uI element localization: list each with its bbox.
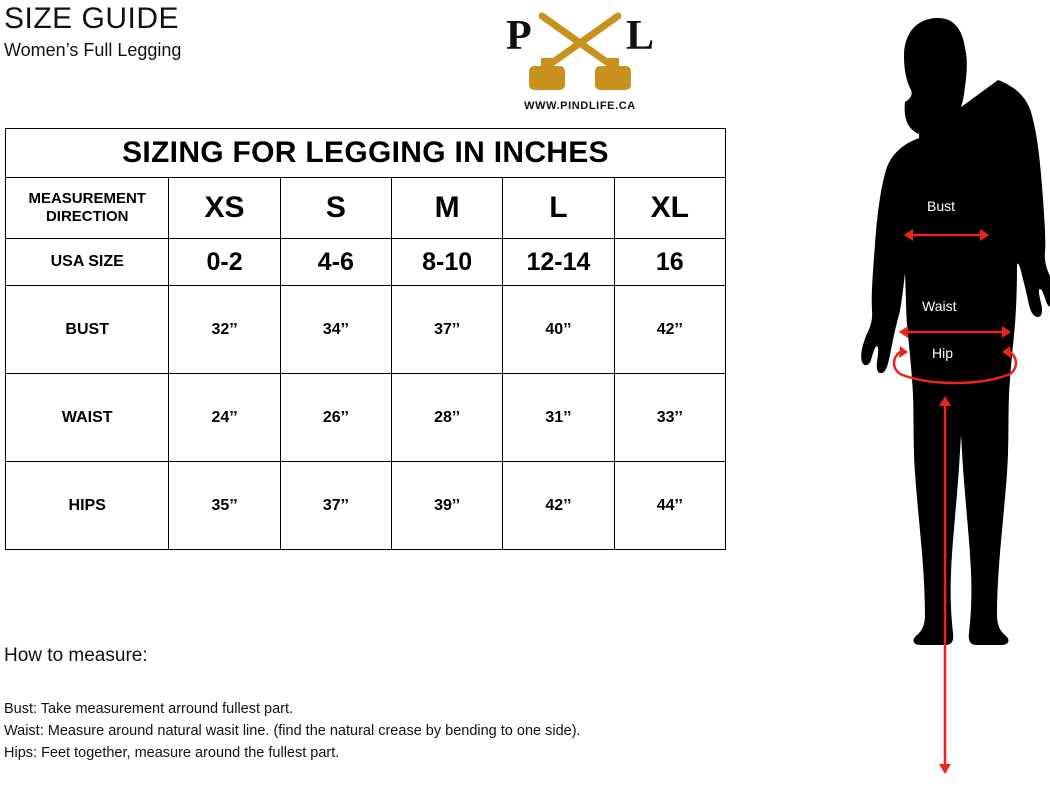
measurement-direction-line1: MEASUREMENT xyxy=(28,190,146,207)
row-label-bust: BUST xyxy=(6,286,169,374)
cell-waist-xl: 33’’ xyxy=(614,374,725,462)
logo-letter-l: L xyxy=(625,13,654,59)
page-header xyxy=(4,2,424,62)
cell-hips-m: 39’’ xyxy=(392,462,503,550)
table-row xyxy=(6,286,726,374)
logo-mark xyxy=(500,8,660,98)
cell-usa-m: 8-10 xyxy=(392,239,503,286)
size-header-l: L xyxy=(503,178,614,239)
cell-waist-l: 31’’ xyxy=(503,374,614,462)
cell-waist-xs: 24’’ xyxy=(169,374,280,462)
table-row xyxy=(6,462,726,550)
how-to-measure-bust: Bust: Take measurement arround fullest part. xyxy=(4,701,294,717)
cell-bust-xs: 32’’ xyxy=(169,286,280,374)
cell-hips-s: 37’’ xyxy=(280,462,391,550)
size-header-s: S xyxy=(280,178,391,239)
figure-label-waist: Waist xyxy=(922,298,957,314)
size-chart-table xyxy=(5,128,726,550)
brand-logo xyxy=(490,8,670,112)
figure-label-hip: Hip xyxy=(932,345,954,361)
row-label-hips: HIPS xyxy=(6,462,169,550)
cell-usa-xs: 0-2 xyxy=(169,239,280,286)
cell-bust-xl: 42’’ xyxy=(614,286,725,374)
size-header-xs: XS xyxy=(169,178,280,239)
cell-bust-s: 34’’ xyxy=(280,286,391,374)
measurement-direction-header xyxy=(6,178,169,239)
how-to-measure-title: How to measure: xyxy=(4,645,148,666)
size-header-m: M xyxy=(392,178,503,239)
figure-label-bust: Bust xyxy=(927,198,956,214)
cell-usa-l: 12-14 xyxy=(503,239,614,286)
logo-letter-p: P xyxy=(506,13,532,59)
measurement-direction-line2: DIRECTION xyxy=(45,208,129,225)
cell-usa-s: 4-6 xyxy=(280,239,391,286)
table-title-row xyxy=(6,129,726,178)
table-header-row xyxy=(6,178,726,239)
table-title: SIZING FOR LEGGING IN INCHES xyxy=(6,129,726,178)
cell-bust-m: 37’’ xyxy=(392,286,503,374)
how-to-measure-waist: Waist: Measure around natural wasit line. (find the natural crease by bending to one side). xyxy=(4,723,581,739)
how-to-measure-hips: Hips: Feet together, measure around the fullest part. xyxy=(4,745,340,761)
cell-hips-l: 42’’ xyxy=(503,462,614,550)
table-row xyxy=(6,239,726,286)
how-to-measure-list xyxy=(4,698,581,764)
logo-website-url: WWW.PINDLIFE.CA xyxy=(524,100,636,112)
page-subtitle: Women’s Full Legging xyxy=(4,40,182,60)
measurement-figure xyxy=(820,0,1050,790)
row-label-usa-size: USA SIZE xyxy=(6,239,169,286)
size-header-xl: XL xyxy=(614,178,725,239)
cell-waist-m: 28’’ xyxy=(392,374,503,462)
cell-usa-xl: 16 xyxy=(614,239,725,286)
row-label-waist: WAIST xyxy=(6,374,169,462)
cell-waist-s: 26’’ xyxy=(280,374,391,462)
cell-bust-l: 40’’ xyxy=(503,286,614,374)
female-silhouette-icon xyxy=(820,0,1050,790)
page-title: SIZE GUIDE xyxy=(4,2,180,35)
cell-hips-xl: 44’’ xyxy=(614,462,725,550)
cell-hips-xs: 35’’ xyxy=(169,462,280,550)
table-row xyxy=(6,374,726,462)
